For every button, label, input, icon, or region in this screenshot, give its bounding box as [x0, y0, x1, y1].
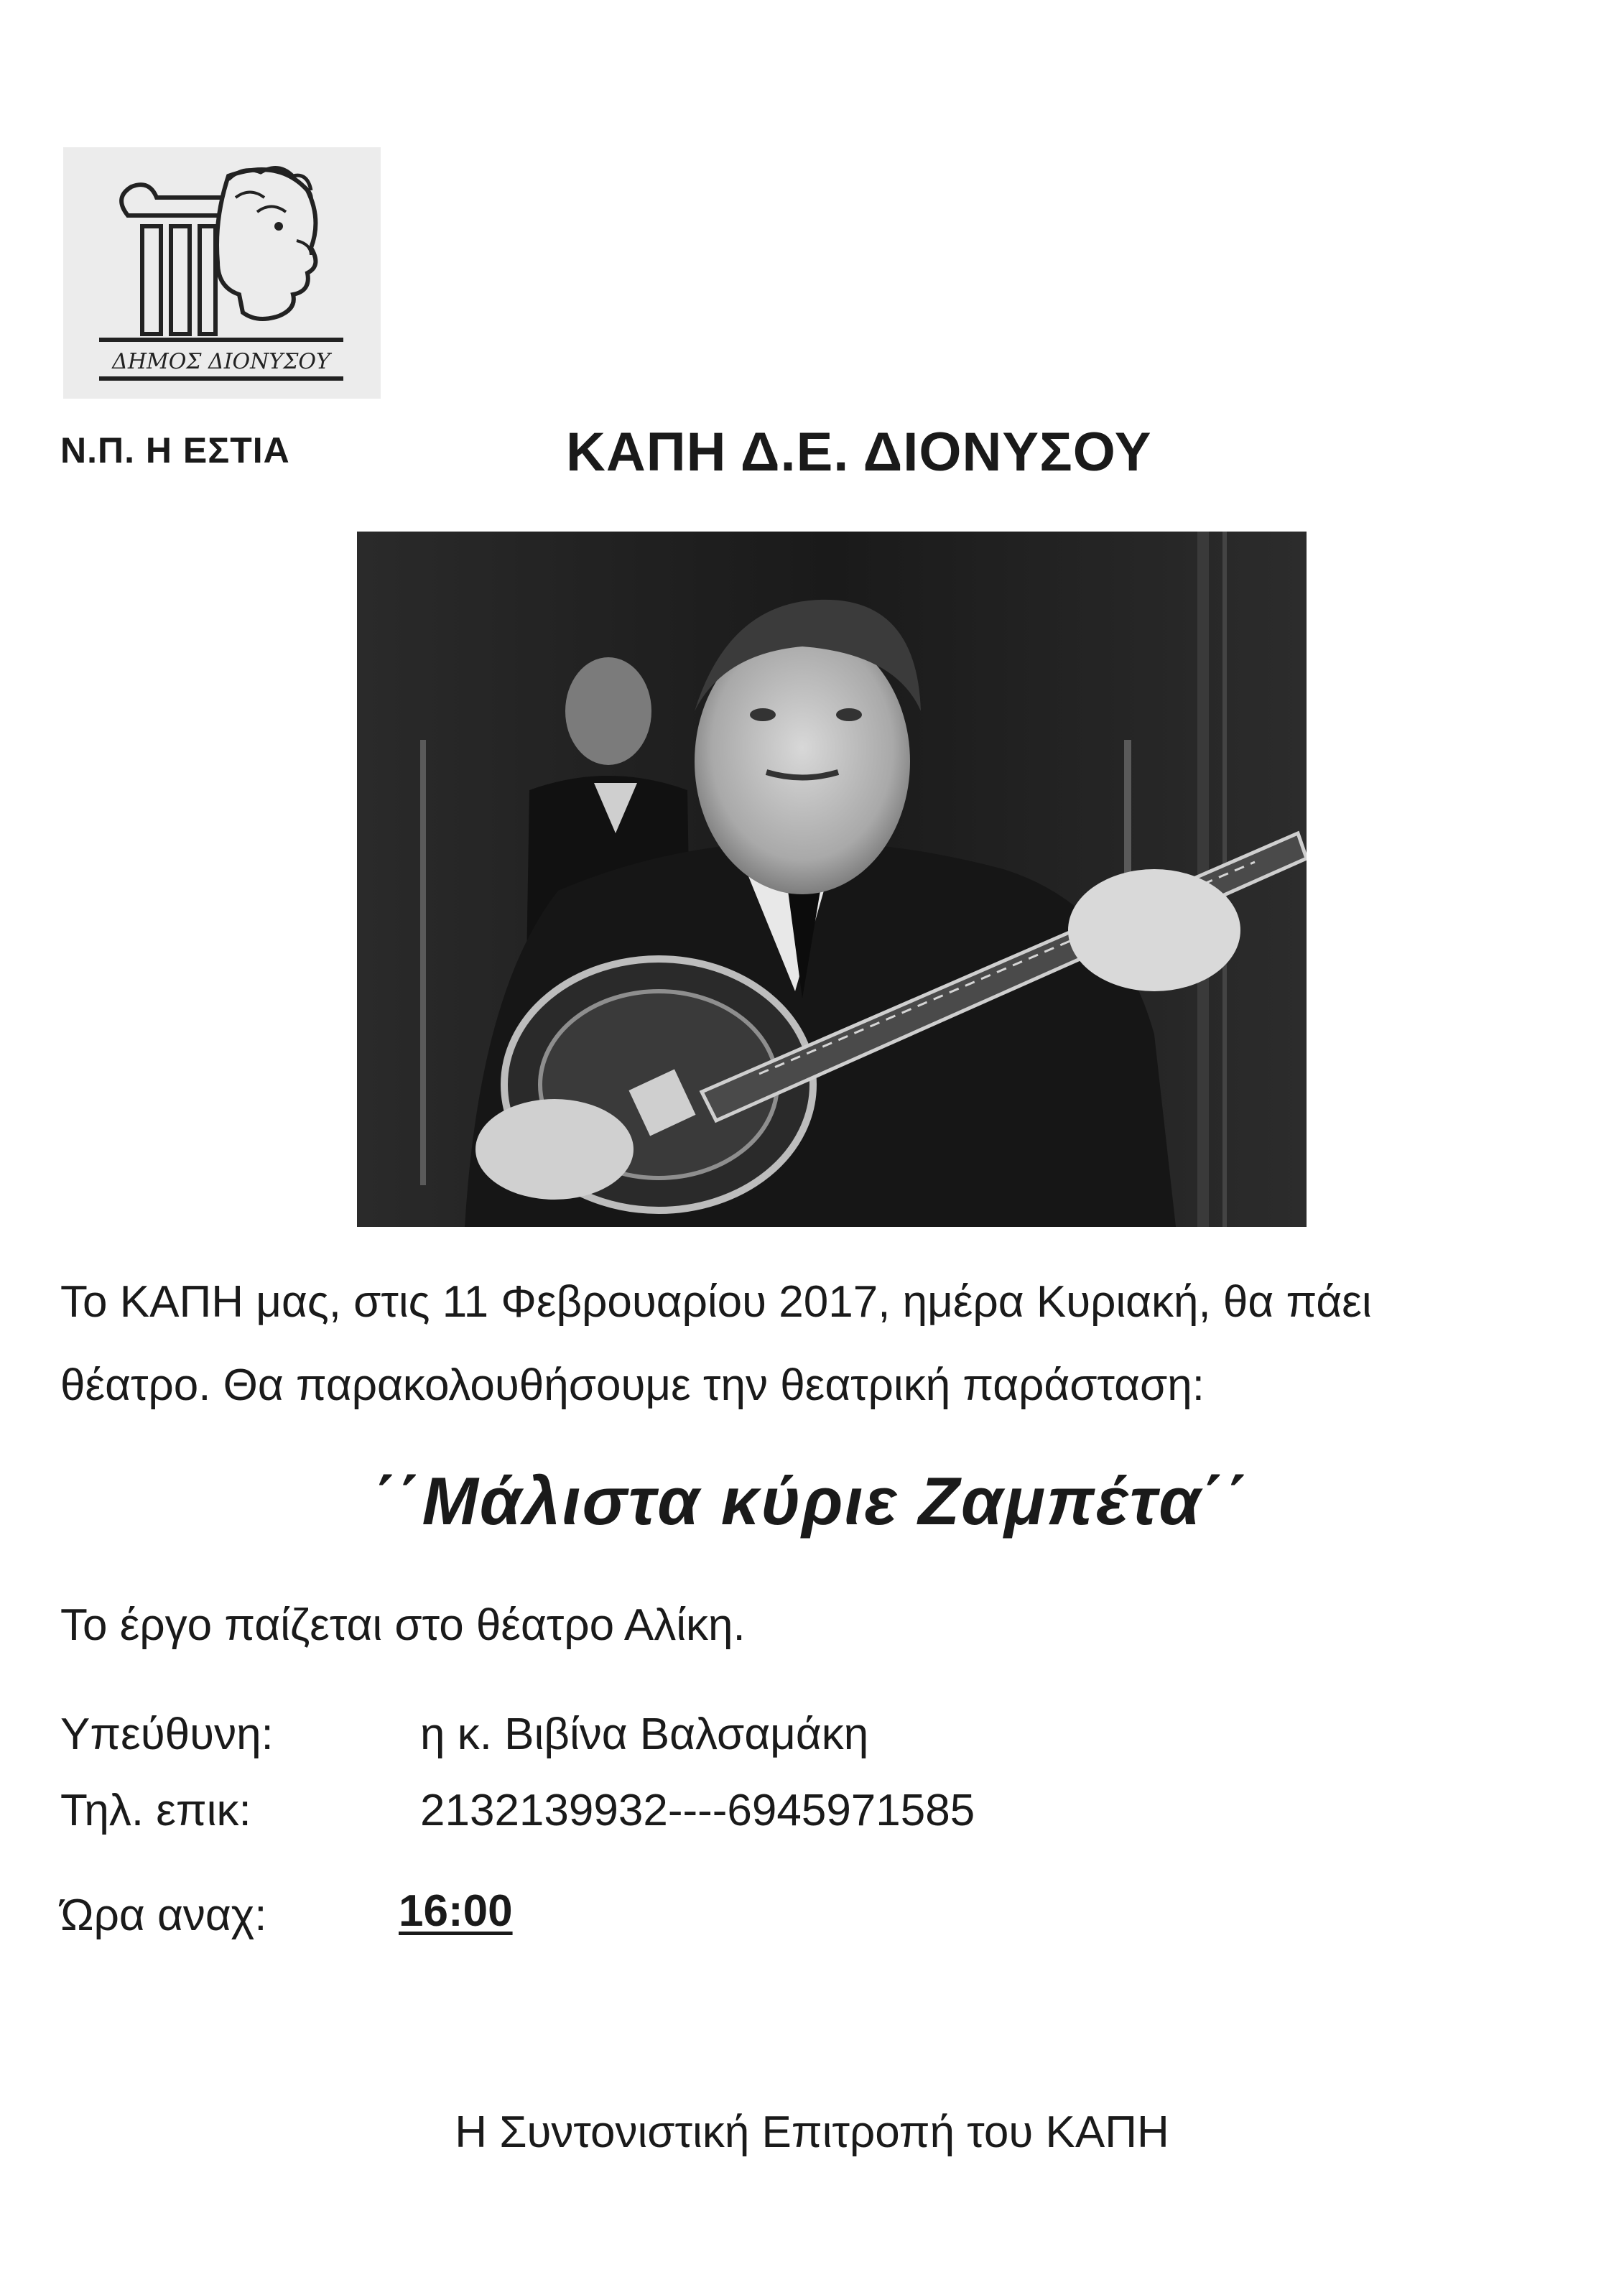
intro-line: Το ΚΑΠΗ μας, στις 11 Φεβρουαρίου 2017, ημέρα Κυριακή, θα πάει — [60, 1277, 1372, 1327]
org-name: Ν.Π. Η ΕΣΤΙΑ — [60, 430, 290, 470]
play-title: ΄΄Μάλιστα κύριε Ζαμπέτα΄΄ — [373, 1463, 1251, 1539]
footer-signature: Η Συντονιστική Επιτροπή του ΚΑΠΗ — [455, 2108, 1169, 2157]
page-title: ΚΑΠΗ Δ.Ε. ΔΙΟΝΥΣΟΥ — [566, 422, 1152, 483]
phone-value: 2132139932----6945971585 — [420, 1786, 975, 1835]
responsible-label: Υπεύθυνη: — [60, 1710, 274, 1759]
venue-line: Το έργο παίζεται στο θέατρο Αλίκη. — [60, 1600, 746, 1650]
man-playing-bouzouki-photo-icon — [357, 532, 1307, 1227]
logo — [63, 147, 381, 399]
phone-label: Τηλ. επικ: — [60, 1786, 251, 1835]
departure-time: 16:00 — [399, 1886, 513, 1936]
logo-caption: ΔΗΜΟΣ ΔΙΟΝΥΣΟΥ — [112, 349, 330, 374]
photo — [357, 532, 1307, 1227]
dionysus-head-column-logo-icon — [63, 147, 381, 399]
responsible-value: η κ. Βιβίνα Βαλσαμάκη — [420, 1710, 869, 1759]
intro-line: θέατρο. Θα παρακολουθήσουμε την θεατρική παράσταση: — [60, 1360, 1205, 1410]
departure-label: Ώρα αναχ: — [60, 1891, 267, 1940]
